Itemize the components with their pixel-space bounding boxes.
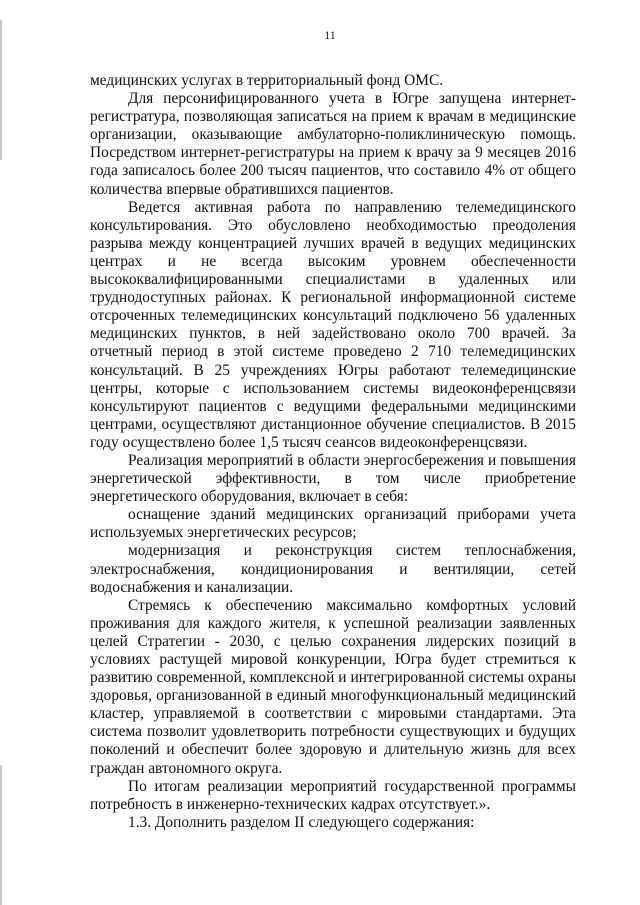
paragraph-program-results: По итогам реализации мероприятий государственной программы потребность в инженерно-технических кадрах отсутствует.».	[90, 777, 576, 813]
paragraph-internet-registry: Для персонифицированного учета в Югре запущена интернет-регистратура, позволяющая записаться на прием к врачам в медицинские организации, оказывающие амбулаторно-поликлиническую помощь. Посредством интернет-регистратуры на прием к врачу за 9 месяцев 2016 года записалось более 200 тысяч пациентов, что составило 4% от общего количества впервые обратившихся пациентов.	[90, 90, 576, 198]
paragraph-energy-saving: Реализация мероприятий в области энергосбережения и повышения энергетической эффективности, в том числе приобретение энергетического оборудования, включает в себя:	[90, 451, 576, 506]
paragraph-strategy-2030: Стремясь к обеспечению максимально комфортных условий проживания для каждого жителя, к успешной реализации заявленных целей Стратегии - 2030, с целью сохранения лидерских позиций в условиях растущей мировой конкуренции, Югра будет стремиться к развитию современной, комплексной и интегрированной системы охраны здоровья, организованной в единый многофункциональный медицинский кластер, управляемой в соответствии с мировыми стандартами. Эта система позволит удовлетворить потребности существующих и будущих поколений и обеспечит более здоровую и длительную жизнь для всех граждан автономного округа.	[90, 596, 576, 777]
list-item-metering: оснащение зданий медицинских организаций приборами учета используемых энергетических ресурсов;	[90, 506, 576, 542]
paragraph-continuation: медицинских услугах в территориальный фонд ОМС.	[90, 72, 444, 89]
document-body	[90, 72, 576, 832]
list-item-modernization: модернизация и реконструкция систем теплоснабжения, электроснабжения, кондиционирования и вентиляции, сетей водоснабжения и канализации.	[90, 542, 576, 596]
page-number: 11	[324, 28, 336, 42]
paragraph-telemedicine: Ведется активная работа по направлению телемедицинского консультирования. Это обусловлено необходимостью преодоления разрыва между концентрацией лучших врачей в ведущих медицинских центрах и не всегда высоким уровнем обеспеченности высококвалифицированными специалистами в удаленных или труднодоступных районах. К региональной информационной системе отсроченных телемедицинских консультаций подключено 56 удаленных медицинских пунктов, в ней задействовано около 700 врачей. За отчетный период в этой системе проведено 2 710 телемедицинских консультаций. В 25 учреждениях Югры работают телемедицинские центры, которые с использованием системы видеоконференцсвязи консультируют пациентов с ведущими федеральными медицинскими центрами, осуществляют дистанционное обучение специалистов. В 2015 году осуществлено более 1,5 тысяч сеансов видеоконференцсвязи.	[90, 198, 576, 451]
paragraph-section-addition: 1.3. Дополнить разделом II следующего содержания:	[128, 813, 475, 831]
scan-edge-line-bottom	[0, 765, 2, 905]
